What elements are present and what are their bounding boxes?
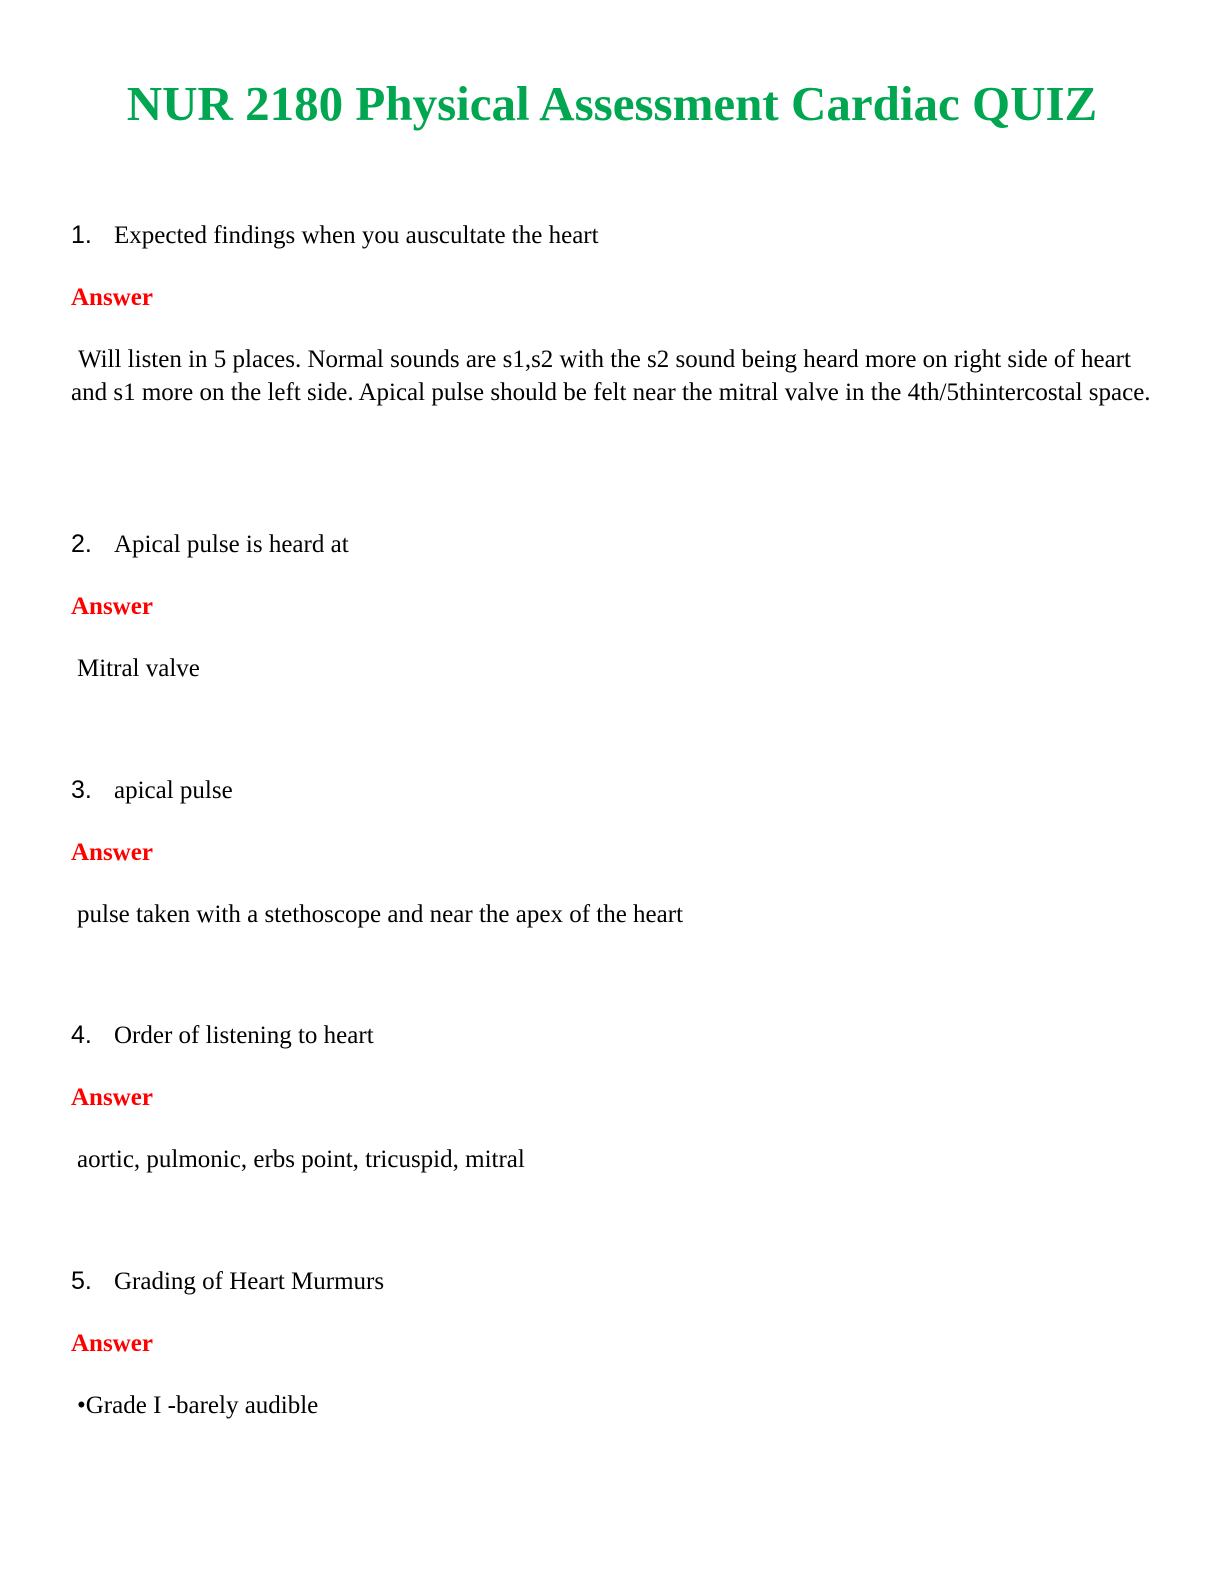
question-block-4 [71,1019,1161,1177]
answer-text-content: Will listen in 5 places. Normal sounds are s1,s2 with the s2 sound being heard more on right side of heart and s1 more on the left side. Apical pulse should be felt near the mitral valve in the 4th/5thintercostal space. [71,346,1151,406]
question-number: 5. [71,1267,92,1295]
question-text: Expected findings when you auscultate the heart [114,222,599,249]
question-block-1 [71,219,1161,409]
question-block-2 [71,528,1161,686]
question-block-3 [71,774,1161,932]
question-4 [71,1019,1161,1052]
question-text: Order of listening to heart [114,1022,374,1049]
question-2 [71,528,1161,561]
question-5 [71,1265,1161,1298]
answer-label: Answer [71,593,153,620]
question-number: 4. [71,1021,92,1049]
answer-text: pulse taken with a stethoscope and near the apex of the heart [77,901,684,928]
answer-label: Answer [71,284,153,311]
question-1 [71,219,1161,252]
question-text: apical pulse [114,777,233,804]
answer-text [71,344,1161,409]
question-number: 3. [71,776,92,804]
answer-label: Answer [71,1330,153,1357]
answer-label: Answer [71,1084,153,1111]
question-number: 2. [71,530,92,558]
question-block-5 [71,1265,1161,1423]
answer-text: aortic, pulmonic, erbs point, tricuspid, mitral [77,1146,525,1173]
question-text: Grading of Heart Murmurs [114,1268,385,1295]
question-3 [71,774,1161,807]
answer-text: Mitral valve [77,655,200,682]
answer-text: •Grade I -barely audible [77,1392,319,1419]
page-title: NUR 2180 Physical Assessment Cardiac QUIZ [126,76,1098,131]
answer-label: Answer [71,839,153,866]
question-number: 1. [71,221,92,249]
question-text: Apical pulse is heard at [114,531,349,558]
